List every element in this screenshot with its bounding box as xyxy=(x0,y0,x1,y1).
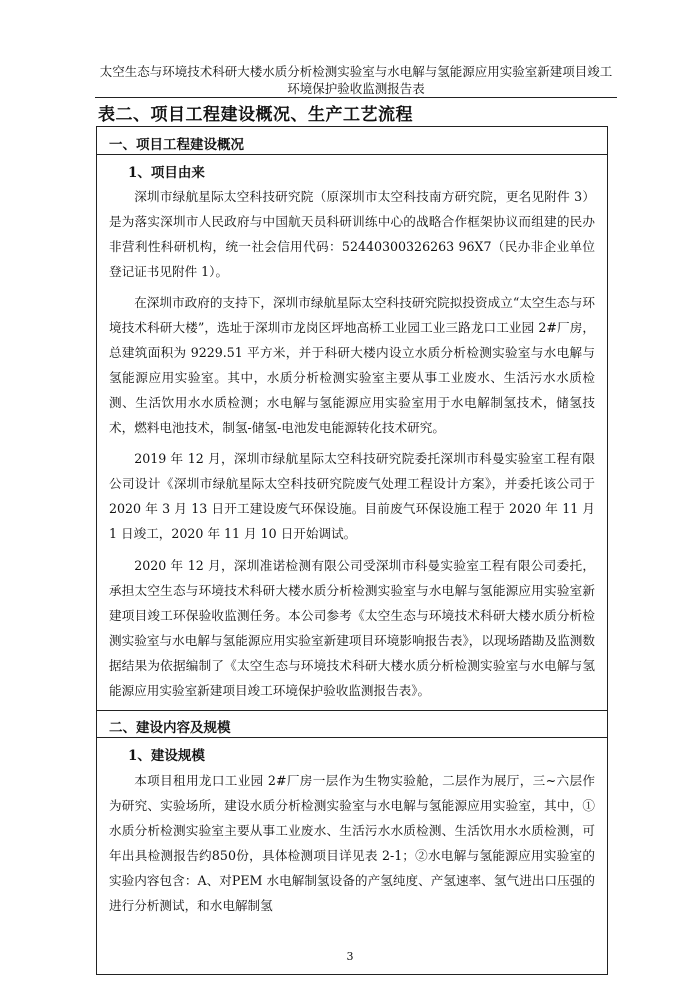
table-title: 表二、项目工程建设概况、生产工艺流程 xyxy=(98,105,413,125)
header-divider xyxy=(95,97,617,98)
subsection-title-scale: 1、建设规模 xyxy=(128,748,205,764)
paragraph-institute-intro: 深圳市绿航星际太空科技研究院（原深圳市太空科技南方研究院，更名见附件 3）是为落实深圳市人民政府与中国航天员科研训练中心的战略合作框架协议而组建的民办非营利性科研机构，统一社会信用代码：52440300326263 96X7（民办非企业单位登记证书见附件 1）。 xyxy=(109,189,595,279)
page-header: 太空生态与环境技术科研大楼水质分析检测实验室与水电解与氢能源应用实验室新建项目竣工环境保护验收监测报告表 xyxy=(99,64,613,96)
subsection-title-origin: 1、项目由来 xyxy=(128,165,205,181)
paragraph-construction-scale: 本项目租用龙口工业园 2#厂房一层作为生物实验舱，二层作为展厅，三~六层作为研究、实验场所，建设水质分析检测实验室与水电解与氢能源应用实验室，其中，①水质分析检测实验室主要从事工业废水、生活污水水质检测、生活饮用水水质检测，可年出具检测报告约850份，具体检测项目详见表 2-1；②水电解与氢能源应用实验室的实验内容包含：A、对PEM 水电解制氢设备的产氢纯度、产氢速率、氢气进出口压强的进行分析测试，和水电解制氢 xyxy=(109,773,595,913)
page-number: 3 xyxy=(346,950,354,963)
report-table xyxy=(96,126,608,975)
section-divider xyxy=(97,154,607,155)
paragraph-acceptance-task: 2020 年 12 月，深圳准诺检测有限公司受深圳市科曼实验室工程有限公司委托，承担太空生态与环境技术科研大楼水质分析检测实验室与水电解与氢能源应用实验室新建项目竣工环保验收监测任务。本公司参考《太空生态与环境技术科研大楼水质分析检测实验室与水电解与氢能源应用实验室新建项目环境影响报告表》，以现场踏勘及监测数据结果为依据编制了《太空生态与环境技术科研大楼水质分析检测实验室与水电解与氢能源应用实验室新建项目竣工环境保护验收监测报告表》。 xyxy=(109,558,595,698)
section-divider xyxy=(97,737,607,738)
section-divider xyxy=(97,710,607,711)
section-title-scope: 二、建设内容及规模 xyxy=(109,720,231,736)
section-title-overview: 一、项目工程建设概况 xyxy=(109,137,244,153)
paragraph-project-site: 在深圳市政府的支持下，深圳市绿航星际太空科技研究院拟投资成立“太空生态与环境技术科研大楼”，选址于深圳市龙岗区坪地高桥工业园工业三路龙口工业园 2#厂房，总建筑面积为 9229.51 平方米，并于科研大楼内设立水质分析检测实验室与水电解与氢能源应用实验室。其中，水质分析检测实验室主要从事工业废水、生活污水水质检测、生活饮用水水质检测；水电解与氢能源应用实验室用于水电解制氢技术，储氢技术，燃料电池技术，制氢-储氢-电池发电能源转化技术研究。 xyxy=(109,295,595,435)
paragraph-design-history: 2019 年 12 月，深圳市绿航星际太空科技研究院委托深圳市科曼实验室工程有限公司设计《深圳市绿航星际太空科技研究院废气处理工程设计方案》，并委托该公司于 2020 年 3 月 13 日开工建设废气环保设施。目前废气环保设施工程于 2020 年 11 月 1 日竣工，2020 年 11 月 10 日开始调试。 xyxy=(109,451,595,541)
